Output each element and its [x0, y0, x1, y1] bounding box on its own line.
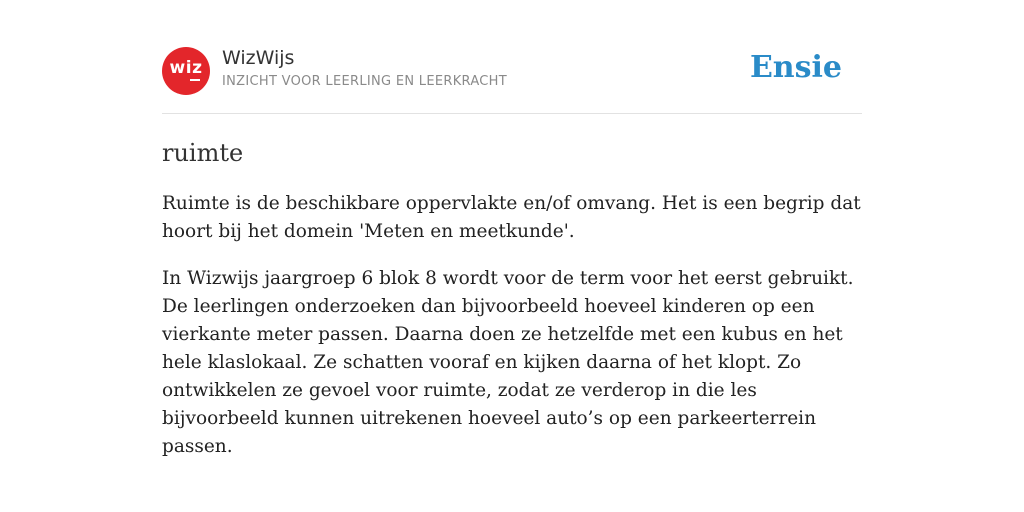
logo-text: wiz	[169, 57, 203, 78]
header-divider	[162, 113, 862, 114]
definition-paragraph: Ruimte is de beschikbare oppervlakte en/of omvang. Het is een begrip dat hoort bij het domein 'Meten en meetkunde'.	[162, 193, 861, 242]
context-paragraph: In Wizwijs jaargroep 6 blok 8 wordt voor de term voor het eerst gebruikt. De leerlingen onderzoeken dan bijvoorbeeld hoeveel kinderen op een vierkante meter passen. Daarna doen ze hetzelfde met een kubus en het hele klaslokaal. Ze schatten vooraf en kijken daarna of het klopt. Zo ontwikkelen ze gevoel voor ruimte, zodat ze verderop in die les bijvoorbeeld kunnen uitrekenen hoeveel auto’s op een parkeerterrein passen.	[162, 268, 854, 457]
brand-tagline: INZICHT VOOR LEERLING EN LEERKRACHT	[222, 74, 507, 89]
header	[162, 46, 862, 98]
brand-name[interactable]: WizWijs	[222, 47, 295, 69]
logo-underline	[190, 79, 200, 81]
ensie-logo[interactable]: Ensie	[749, 50, 842, 85]
wizwijs-logo-icon[interactable]	[162, 47, 210, 95]
term-title: ruimte	[162, 139, 244, 167]
content-card	[162, 0, 862, 512]
